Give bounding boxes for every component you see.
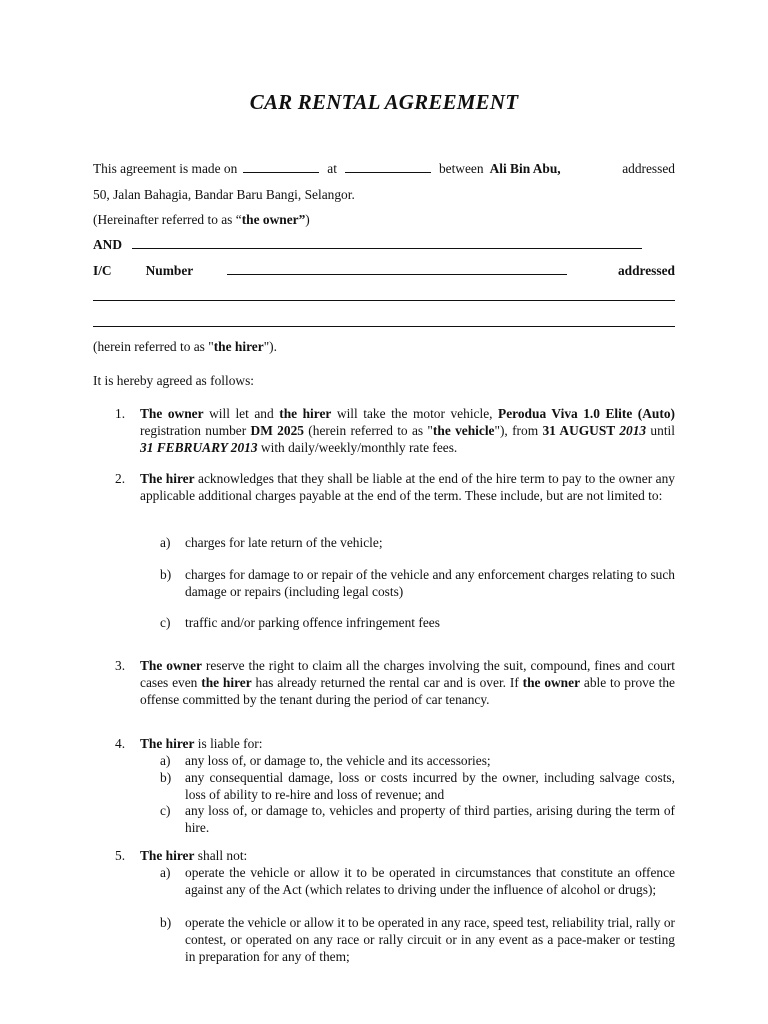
c1-t4: (herein referred to as " (303, 423, 433, 438)
c2-text: acknowledges that they shall be liable at the end of the hire term to pay to the owner any applicable additional charges payable at the end of the term. These include, but are not limited to: (140, 471, 675, 503)
ic-addressed-label: addressed (617, 263, 675, 278)
clause-1-number: 1. (115, 406, 126, 421)
c5-b-text: operate the vehicle or allow it to be operated in any race, speed test, reliability trial, rally or contest, or operated on any race or rally circuit or in any event as a pace-maker or testing in preparation for any of them; (185, 915, 675, 964)
c1-t1: will let and (203, 406, 280, 421)
c3-t1: reserve the right to claim all the charges involving the suit, compound, fines and court cases even (140, 658, 675, 690)
herein-hirer (93, 338, 675, 355)
clause-3 (140, 657, 675, 708)
clause-2-number: 2. (115, 471, 126, 486)
c1-date1: 31 AUGUST (542, 423, 620, 438)
clause-1 (140, 405, 675, 456)
c1-date2: 31 FEBRUARY 2013 (140, 440, 258, 455)
c4-c-label: c) (160, 803, 171, 818)
c2-c-text: traffic and/or parking offence infringement fees (185, 615, 440, 630)
intro-line-1 (93, 160, 675, 177)
clause-5 (140, 847, 675, 864)
c1-hirer: the hirer (279, 406, 332, 421)
agreed-text: It is hereby agreed as follows: (93, 373, 255, 388)
hirer-label: the hirer (213, 339, 264, 354)
c4-a-label: a) (160, 753, 171, 768)
c2-a-text: charges for late return of the vehicle; (185, 535, 383, 550)
clause-4 (140, 735, 675, 752)
clause-5-number: 5. (115, 848, 126, 863)
clause-4-number: 4. (115, 736, 126, 751)
c5-b-label: b) (160, 915, 172, 930)
number-label: Number (145, 263, 194, 278)
c1-t5: "), from (494, 423, 543, 438)
c1-t3: registration number (140, 423, 251, 438)
c1-t2: will take the motor vehicle, (331, 406, 499, 421)
addressed-text: addressed (622, 161, 675, 176)
c4-a-text: any loss of, or damage to, the vehicle and its accessories; (185, 753, 491, 768)
c4-b-text: any consequential damage, loss or costs incurred by the owner, including salvage costs, loss of ability to re-hire and loss of revenue; and (185, 770, 675, 802)
c2-hirer: The hirer (140, 471, 195, 486)
c5-a-text: operate the vehicle or allow it to be operated in circumstances that constitute an offence against any of the Act (which relates to driving under the influence of alcohol or drugs); (185, 865, 675, 897)
c2-b-text: charges for damage to or repair of the vehicle and any enforcement charges relating to such damage or repairs (including legal costs) (185, 567, 675, 599)
clause-2 (140, 470, 675, 504)
c4-b-label: b) (160, 770, 172, 785)
date-blank[interactable] (243, 160, 319, 173)
c3-t2: has already returned the rental car and is over. If (251, 675, 523, 690)
c1-vehicle-label: the vehicle (432, 423, 495, 438)
c1-reg: DM 2025 (250, 423, 304, 438)
c2-b-label: b) (160, 567, 172, 582)
c5-a-label: a) (160, 865, 171, 880)
at-text: at (327, 161, 337, 176)
c3-t3: able to prove the offense committed by the tenant during the period of car tenancy. (140, 675, 675, 707)
c1-year1: 2013 (619, 423, 647, 438)
c3-owner2: the owner (522, 675, 581, 690)
c4-c-text: any loss of, or damage to, vehicles and property of third parties, arising during the term of hire. (185, 803, 675, 835)
c2-c-label: c) (160, 615, 171, 630)
hereinafter-pre: (Hereinafter referred to as “ (93, 212, 242, 227)
c1-t6: until (646, 423, 675, 438)
c4-text: is liable for: (194, 736, 263, 751)
owner-label: the owner” (241, 212, 306, 227)
hereinafter-post: ) (305, 212, 310, 227)
hereinafter-owner (93, 211, 675, 228)
ic-label: I/C (93, 263, 112, 278)
clause-3-number: 3. (115, 658, 126, 673)
and-label: AND (93, 237, 123, 252)
c1-t7: with daily/weekly/monthly rate fees. (257, 440, 458, 455)
c1-vehicle: Perodua Viva 1.0 Elite (Auto) (498, 406, 675, 421)
place-blank[interactable] (345, 160, 431, 173)
c4-hirer: The hirer (140, 736, 195, 751)
owner-address: 50, Jalan Bahagia, Bandar Baru Bangi, Selangor. (93, 187, 355, 202)
c3-hirer: the hirer (201, 675, 252, 690)
hirer-address-line-2[interactable] (93, 326, 675, 327)
c2-a-label: a) (160, 535, 171, 550)
c3-owner: The owner (140, 658, 202, 673)
made-on-text: This agreement is made on (93, 161, 238, 176)
owner-name: Ali Bin Abu, (489, 161, 561, 176)
ic-number-blank[interactable] (227, 262, 567, 275)
ic-line (93, 262, 675, 279)
document-title: CAR RENTAL AGREEMENT (249, 90, 519, 114)
herein-post: "). (263, 339, 277, 354)
hirer-address-line-1[interactable] (93, 300, 675, 301)
c5-text: shall not: (194, 848, 248, 863)
c1-owner: The owner (140, 406, 204, 421)
and-line (93, 236, 675, 253)
c5-hirer: The hirer (140, 848, 195, 863)
herein-pre: (herein referred to as " (93, 339, 214, 354)
between-text: between (438, 161, 484, 176)
hirer-name-blank[interactable] (132, 236, 642, 249)
